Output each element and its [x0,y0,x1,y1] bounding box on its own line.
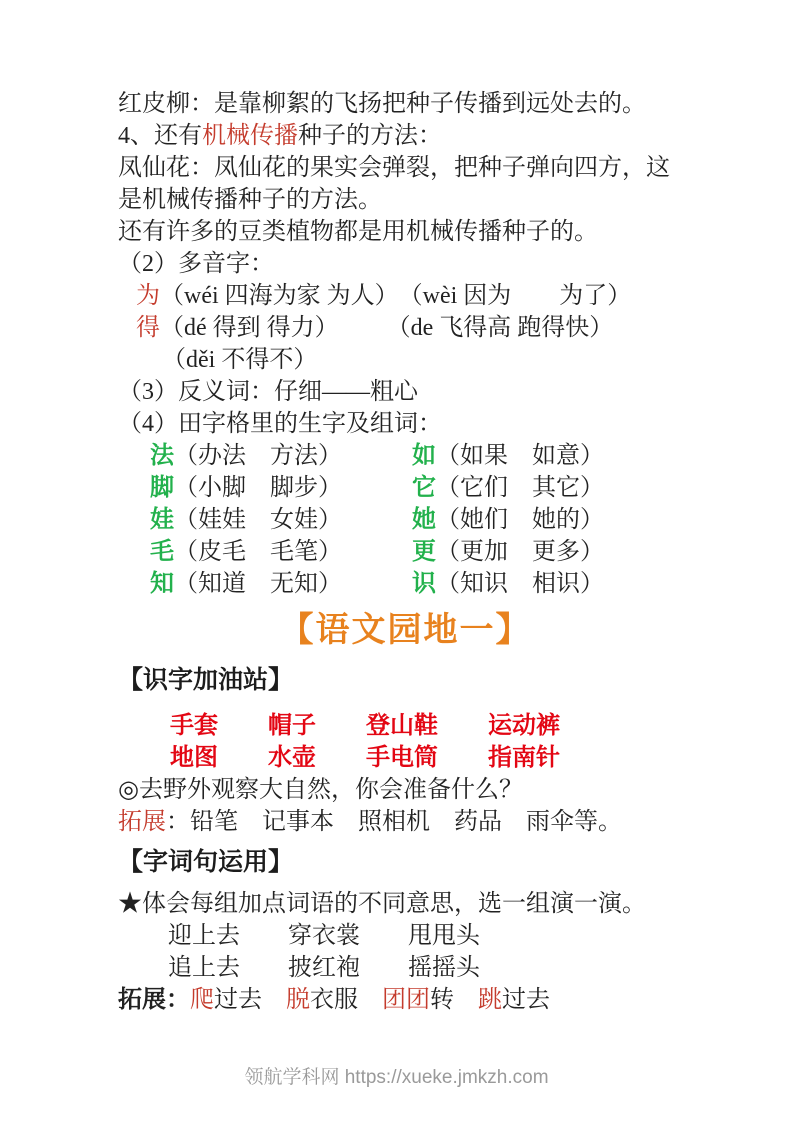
literacy-expand-line [118,806,693,838]
footer-watermark: 领航学科网 https://xueke.jmkzh.com [244,1067,549,1088]
gap [358,987,382,1013]
character-words: （皮毛 毛笔） [174,539,342,565]
expand-item-rest: 过去 [502,987,550,1013]
new-character: 娃 [150,506,174,533]
expand-label: 拓展 [118,809,166,835]
new-character: 识 [412,570,436,597]
character-words: （小脚 脚步） [174,475,342,501]
word-usage-expand-line [118,984,693,1016]
polyphonic-wei-body: （wéi 四海为家 为人） （wèi 因为 为了） [160,283,632,309]
literacy-station-heading: 【识字加油站】 [118,666,294,694]
literacy-word: 水壶 [268,744,316,771]
expand-body: ：铅笔 记事本 照相机 药品 雨伞等。 [166,809,622,835]
new-character: 更 [412,538,436,565]
new-character: 它 [412,474,436,501]
polyphonic-wei-char: 为 [136,283,160,309]
expand-label: 拓展： [118,986,190,1013]
character-words: （如果 如意） [436,443,604,469]
seed-line-2 [118,120,693,152]
expand-item [478,987,550,1013]
expand-item-red: 脱 [286,987,310,1013]
polyphonic-de-line [118,312,693,344]
expand-item [382,987,454,1013]
gap [262,987,286,1013]
seed-line-2-highlight: 机械传播 [202,123,298,149]
expand-item [190,987,262,1013]
character-row [118,536,693,568]
expand-item-rest: 衣服 [310,987,358,1013]
polyphonic-wei-line [118,280,693,312]
character-words: （她们 她的） [436,507,604,533]
seed-line-2-post: 种子的方法： [298,123,442,149]
seed-line-1: 红皮柳：是靠柳絮的飞扬把种子传播到远处去的。 [118,91,646,117]
expand-item-red: 爬 [190,987,214,1013]
character-words: （知识 相识） [436,571,604,597]
literacy-word: 登山鞋 [366,712,438,739]
seed-line-5: 还有许多的豆类植物都是用机械传播种子的。 [118,219,598,245]
characters-heading: （4）田字格里的生字及组词： [118,411,442,437]
character-row [118,440,693,472]
new-character: 如 [412,442,436,469]
polyphonic-heading: （2）多音字： [118,251,274,277]
character-words: （更加 更多） [436,539,604,565]
literacy-word: 地图 [170,744,218,771]
seed-line-3: 凤仙花：凤仙花的果实会弹裂，把种子弹向四方，这 [118,155,670,181]
polyphonic-de-char: 得 [136,315,160,341]
literacy-question: ◎去野外观察大自然，你会准备什么？ [118,777,523,803]
word-usage-row: 迎上去 穿衣裳 甩甩头 [168,923,480,949]
literacy-word: 手套 [170,712,218,739]
character-words: （知道 无知） [174,571,342,597]
literacy-word-row [118,742,693,774]
word-usage-row: 追上去 披红袍 摇摇头 [168,955,480,981]
gap [454,987,478,1013]
character-row [118,568,693,600]
character-row [118,472,693,504]
polyphonic-de-body: （dé 得到 得力） （de 飞得高 跑得快） [160,315,614,341]
expand-item-rest: 转 [430,987,454,1013]
expand-item-rest: 过去 [214,987,262,1013]
character-words: （娃娃 女娃） [174,507,342,533]
polyphonic-dei-line: （děi 不得不） [162,347,318,373]
literacy-word: 帽子 [268,712,316,739]
new-character: 法 [150,442,174,469]
expand-item-red: 跳 [478,987,502,1013]
new-character: 脚 [150,474,174,501]
word-usage-heading: 【字词句运用】 [118,848,294,876]
new-character: 毛 [150,538,174,565]
new-character: 她 [412,506,436,533]
character-row [118,504,693,536]
expand-item [286,987,358,1013]
seed-line-2-pre: 4、还有 [118,123,202,149]
literacy-word: 运动裤 [488,712,560,739]
new-character: 知 [150,570,174,597]
antonyms-line: （3）反义词：仔细——粗心 [118,379,418,405]
word-usage-task: ★体会每组加点词语的不同意思，选一组演一演。 [118,891,646,917]
character-words: （它们 其它） [436,475,604,501]
character-words: （办法 方法） [174,443,342,469]
literacy-word-row [118,710,693,742]
literacy-word: 手电筒 [366,744,438,771]
seed-line-4: 是机械传播种子的方法。 [118,187,382,213]
literacy-word: 指南针 [488,744,560,771]
garden-unit-title: 【语文园地一】 [279,611,532,649]
expand-item-red: 团团 [382,987,430,1013]
